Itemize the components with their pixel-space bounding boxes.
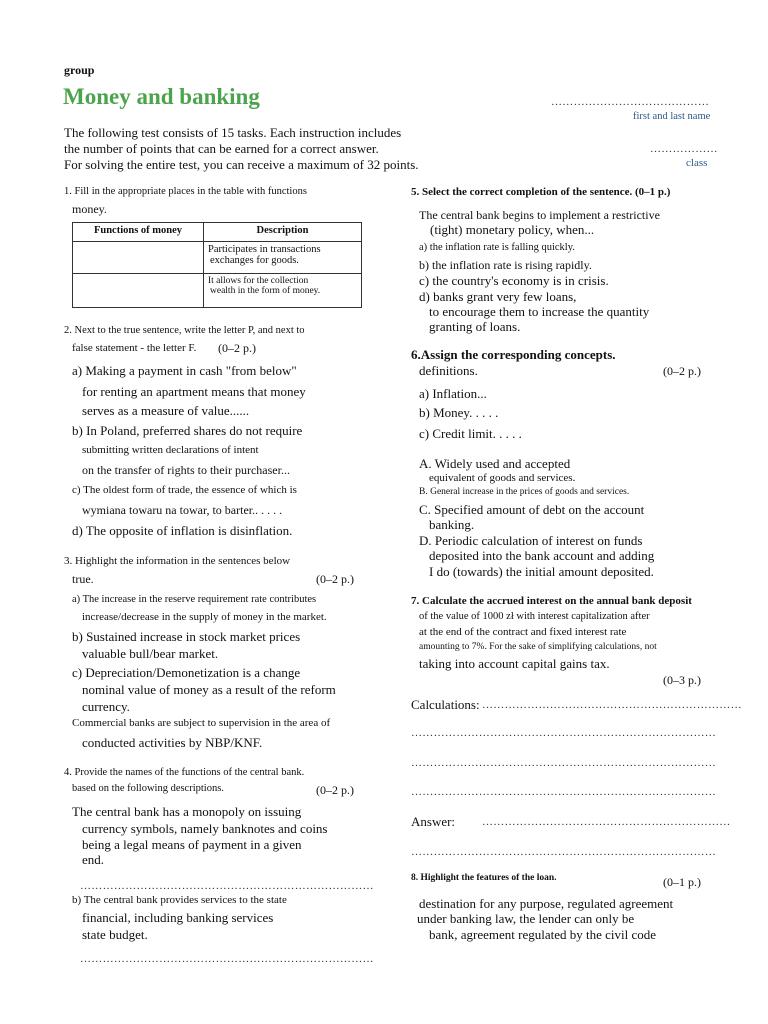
q3-b2: valuable bull/bear market. [82, 646, 219, 661]
q4-a3: being a legal means of payment in a given [82, 837, 302, 852]
q7-title: 7. Calculate the accrued interest on the annual bank deposit [411, 595, 692, 607]
answer-line-1[interactable]: ………………………………………………………… [482, 816, 731, 828]
q6-concept-b: b) Money. . . . . [419, 405, 499, 420]
calculations-line-4[interactable]: ……………………………………………………………………… [411, 786, 717, 798]
q2-instruction-2: false statement - the letter F. [72, 342, 197, 354]
intro-line-3: For solving the entire test, you can receive a maximum of 32 points. [64, 157, 419, 172]
q7-line-3: at the end of the contract and fixed interest rate [419, 626, 627, 638]
q6-def-A1: A. Widely used and accepted [419, 456, 571, 471]
q6-concept-c: c) Credit limit. . . . . [419, 426, 522, 441]
desc-2a: It allows for the collection [208, 276, 309, 286]
q4-instruction: 4. Provide the names of the functions of the central bank. [64, 767, 305, 778]
desc-cell-2 [204, 274, 362, 308]
q6-instruction-2: definitions. [419, 363, 478, 378]
q2-instruction: 2. Next to the true sentence, write the letter P, and next to [64, 325, 305, 336]
calculations-line-3[interactable]: ……………………………………………………………………… [411, 757, 717, 769]
q8-points: (0–1 p.) [663, 875, 701, 889]
q5-option-d1: d) banks grant very few loans, [419, 289, 577, 304]
name-label: first and last name [633, 111, 711, 122]
name-dots: …………………………………… [551, 96, 710, 108]
q5-stem-2: (tight) monetary policy, when... [430, 222, 595, 237]
answer-cell-1[interactable] [73, 242, 204, 274]
q3-c3: currency. [82, 699, 130, 714]
q3-c1: c) Depreciation/Demonetization is a change [72, 665, 301, 680]
calculations-label: Calculations: [411, 697, 480, 712]
q8-line-2: under banking law, the lender can only be [417, 911, 635, 926]
q2-b3: on the transfer of rights to their purchaser... [82, 463, 290, 477]
desc-cell-1 [204, 242, 362, 274]
q3-a2: increase/decrease in the supply of money in the market. [82, 611, 327, 623]
calculations-line-2[interactable]: ……………………………………………………………………… [411, 727, 717, 739]
q3-instruction-2: true. [72, 572, 94, 586]
desc-2b: wealth in the form of money. [210, 286, 321, 296]
intro-line-1: The following test consists of 15 tasks. Each instruction includes [64, 125, 402, 140]
page-title: Money and banking [63, 84, 260, 109]
q6-def-D1: D. Periodic calculation of interest on funds [419, 533, 643, 548]
q7-line-5: taking into account capital gains tax. [419, 656, 610, 671]
q4-b2: financial, including banking services [82, 910, 274, 925]
q4-points: (0–2 p.) [316, 783, 354, 797]
q4-answer-line-b[interactable]: …………………………………………………………………… [80, 953, 374, 965]
q6-title: 6.Assign the corresponding concepts. [411, 347, 616, 362]
q2-c1: c) The oldest form of trade, the essence of which is [72, 484, 297, 496]
q4-b3: state budget. [82, 927, 148, 942]
group-label: group [64, 63, 95, 77]
q5-option-b: b) the inflation rate is rising rapidly. [419, 258, 592, 272]
q2-a1: a) Making a payment in cash "from below" [72, 363, 297, 378]
col-description: Description [204, 223, 362, 242]
q3-a1: a) The increase in the reserve requirement rate contributes [72, 594, 317, 605]
q5-stem-1: The central bank begins to implement a restrictive [419, 208, 660, 222]
q2-points: (0–2 p.) [218, 341, 256, 355]
q3-instruction: 3. Highlight the information in the sentences below [64, 555, 291, 567]
q7-line-4: amounting to 7%. For the sake of simplifying calculations, not [419, 642, 657, 652]
q2-a2: for renting an apartment means that money [82, 384, 306, 399]
q6-def-D3: I do (towards) the initial amount deposited. [429, 564, 654, 579]
q6-def-C1: C. Specified amount of debt on the account [419, 502, 645, 517]
q3-b1: b) Sustained increase in stock market prices [72, 629, 301, 644]
q5-option-c: c) the country's economy is in crisis. [419, 273, 609, 288]
q3-d2: conducted activities by NBP/KNF. [82, 735, 263, 750]
class-dots: ……………… [650, 143, 718, 155]
q7-line-2: of the value of 1000 zł with interest capitalization after [419, 611, 650, 622]
q6-concept-a: a) Inflation... [419, 386, 487, 401]
q1-instruction-2: money. [72, 202, 107, 216]
q5-option-d3: granting of loans. [429, 319, 521, 334]
q3-points: (0–2 p.) [316, 572, 354, 586]
q2-b2: submitting written declarations of intent [82, 444, 259, 456]
answer-label: Answer: [411, 814, 456, 829]
calculations-line-1[interactable]: …………………………………………………………… [482, 699, 742, 711]
q7-points: (0–3 p.) [663, 673, 701, 687]
desc-1b: exchanges for goods. [210, 255, 299, 266]
q5-title: 5. Select the correct completion of the sentence. (0–1 p.) [411, 186, 671, 198]
q4-a2: currency symbols, namely banknotes and coins [82, 821, 328, 836]
q6-def-D2: deposited into the bank account and adding [429, 548, 655, 563]
functions-table [72, 222, 362, 308]
class-label: class [686, 157, 708, 169]
q2-d1: d) The opposite of inflation is disinflation. [72, 523, 293, 538]
q4-instruction-2: based on the following descriptions. [72, 783, 224, 794]
q4-b1: b) The central bank provides services to the state [72, 894, 287, 906]
q1-instruction: 1. Fill in the appropriate places in the table with functions [64, 186, 307, 197]
q6-def-B: B. General increase in the prices of goods and services. [419, 487, 630, 497]
answer-line-2[interactable]: ……………………………………………………………………… [411, 846, 717, 858]
desc-1a: Participates in transactions [208, 244, 321, 255]
intro-line-2: the number of points that can be earned for a correct answer. [64, 141, 379, 156]
q4-answer-line-a[interactable]: …………………………………………………………………… [80, 880, 374, 892]
q5-option-d2: to encourage them to increase the quantity [429, 304, 650, 319]
q3-c2: nominal value of money as a result of the reform [82, 682, 336, 697]
q8-line-3: bank, agreement regulated by the civil code [429, 927, 657, 942]
q8-title: 8. Highlight the features of the loan. [411, 873, 557, 883]
q8-line-1: destination for any purpose, regulated agreement [419, 896, 674, 911]
q6-def-A2: equivalent of goods and services. [429, 472, 576, 484]
q6-points: (0–2 p.) [663, 364, 701, 378]
answer-cell-2[interactable] [73, 274, 204, 308]
q4-a1: The central bank has a monopoly on issuing [72, 804, 302, 819]
q3-d1: Commercial banks are subject to supervision in the area of [72, 717, 331, 729]
q2-a3: serves as a measure of value...... [82, 403, 250, 418]
q5-option-a: a) the inflation rate is falling quickly. [419, 242, 575, 253]
q2-b1: b) In Poland, preferred shares do not require [72, 423, 303, 438]
col-functions: Functions of money [73, 223, 204, 242]
q4-a4: end. [82, 852, 105, 867]
q6-def-C2: banking. [429, 517, 475, 532]
q2-c2: wymiana towaru na towar, to barter.. . . . . [82, 503, 283, 517]
